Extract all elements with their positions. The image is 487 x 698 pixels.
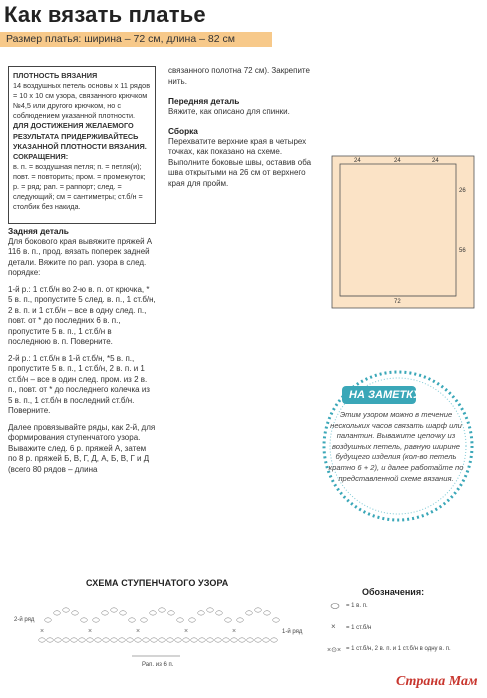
mid-cont: связанного полотна 72 см). Закрепите нить.: [168, 66, 310, 86]
arc-stitch: [63, 608, 70, 612]
back-row2: 2-й р.: 1 ст.б/н в 1-й ст.б/н, *5 в. п., пропустите 5 в. п., 1 ст.б/н, 2 в. п. и 1 ст.б/н – все в один след. пром. из 2 в. п., повт. от * до последнего колечка из 5 в. п., 1 ст.б/н в последний ст.б/н. Поверните.: [8, 353, 150, 415]
note-text: Этим узором можно в течение нескольких часов связать шарф или палантин. Выважите цепочку из воздушных петель, равную ширине будущего изделия (кол-во петель кратно 6 + 2), и далее работайте по представленной схеме вязания.: [328, 410, 464, 483]
chain-stitch: [63, 638, 70, 642]
row2-label: 2-й ряд: [14, 617, 35, 623]
back-heading: Задняя деталь: [8, 226, 69, 236]
repeat-label: Рап. из 6 п.: [142, 662, 174, 668]
size-line: Размер платья: ширина – 72 см, длина – 82 см: [6, 33, 235, 45]
chain-stitch: [135, 638, 142, 642]
arc-stitch: [264, 611, 271, 615]
chain-stitch: [111, 638, 118, 642]
arc-stitch: [45, 618, 52, 622]
gauge-box: [8, 66, 156, 224]
arc-stitch: [168, 611, 175, 615]
sc-stitch: ×: [40, 628, 45, 635]
chain-stitch: [87, 638, 94, 642]
chain-stitch: [199, 638, 206, 642]
arc-stitch: [150, 611, 157, 615]
mid-section: [168, 66, 318, 189]
top-dim-1: 24: [354, 158, 361, 164]
chain-stitch: [255, 638, 262, 642]
top-dim-3: 24: [432, 158, 439, 164]
assembly-text: Перехватите верхние края в четырех точках, как показано на схеме. Выполните боковые швы, оставив оба шва открытыми на 26 см от верхнего края для пройм.: [168, 136, 312, 188]
legend-list: [346, 596, 486, 656]
arc-stitch: [141, 618, 148, 622]
chain-stitch: [159, 638, 166, 642]
chain-stitch: [247, 638, 254, 642]
chain-stitch: [127, 638, 134, 642]
arc-stitch: [246, 611, 253, 615]
right-dim-2: 56: [459, 248, 466, 254]
arc-stitch: [255, 608, 262, 612]
chain-icon: [331, 604, 339, 609]
chain-stitch: [103, 638, 110, 642]
back-row1: 1-й р.: 1 ст.б/н во 2-ю в. п. от крючка, * 5 в. п., пропустите 5 след. в. п., 1 ст.б/н, 2 в. п. и 1 ст.б/н – все в одну след. п., повт. от * до последних 6 в. п., пропустите 5 в. п., 1 ст.б/н в последнюю в. п. Поверните.: [8, 284, 156, 346]
chart-heading: СХЕМА СТУПЕНЧАТОГО УЗОРА: [86, 578, 229, 588]
chain-stitch: [223, 638, 230, 642]
arc-stitch: [129, 618, 136, 622]
chain-stitch: [271, 638, 278, 642]
arc-stitch: [159, 608, 166, 612]
chain-stitch: [143, 638, 150, 642]
chain-stitch: [175, 638, 182, 642]
abbr-heading: СОКРАЩЕНИЯ:: [13, 151, 69, 161]
chain-stitch: [239, 638, 246, 642]
back-intro: Для бокового края вывяжите пряжей А 116 в. п., прод. вязать поперек задней детали. Вяжите по рап. узора в след. порядке:: [8, 236, 153, 277]
page-title: Как вязать платье: [4, 2, 206, 27]
watermark: Страна Мам: [396, 674, 478, 689]
row1-label: 1-й ряд: [282, 629, 303, 635]
arc-stitch: [177, 618, 184, 622]
arc-stitch: [111, 608, 118, 612]
arc-stitch: [225, 618, 232, 622]
chain-stitch: [47, 638, 54, 642]
chain-row: [39, 638, 278, 642]
sc-stitch: ×: [136, 628, 141, 635]
chain-stitch: [215, 638, 222, 642]
sc-icon: ×: [331, 622, 336, 631]
arc-stitch: [54, 611, 61, 615]
chain-stitch: [95, 638, 102, 642]
legend-item-group: = 1 ст.б/н, 2 в. п. и 1 ст.б/н в одну в. п.: [346, 646, 451, 652]
gauge-heading: ПЛОТНОСТЬ ВЯЗАНИЯ: [13, 71, 98, 80]
arc-row: [40, 608, 279, 635]
back-section: [8, 226, 156, 475]
stitch-chart: [8, 590, 318, 672]
chain-stitch: [55, 638, 62, 642]
abbr-text: в. п. = воздушная петля; п. = петля(и); повт. = повторить; пром. = промежуток; р. = ряд; рап. = раппорт; след. = следующий; см = сантиметры; ст.б/н = столбик без накида.: [13, 161, 146, 212]
gauge-warning: ДЛЯ ДОСТИЖЕНИЯ ЖЕЛАЕМОГО РЕЗУЛЬТАТА ПРИДЕРЖИВАЙТЕСЬ УКАЗАННОЙ ПЛОТНОСТИ ВЯЗАНИЯ.: [13, 121, 147, 151]
chain-stitch: [231, 638, 238, 642]
sc-group-icon: ×⊙×: [327, 647, 342, 654]
sc-stitch: ×: [232, 628, 237, 635]
right-dim-1: 26: [459, 188, 466, 194]
sc-stitch: ×: [88, 628, 93, 635]
top-dim-2: 24: [394, 158, 401, 164]
gauge-text: 14 воздушных петель основы х 11 рядов = 10 х 10 см узора, связанного крючком №4,5 или другого крючком, но с соблюдением указанной плотности.: [13, 81, 151, 121]
back-rest: Далее провязывайте ряды, как 2-й, для формирования ступенчатого узора. Выважите след. 6 р. пряжей А, затем по 8 р. пряжей Б, В, Г, Д, А, Б, В, Г и Д (всего 80 рядов – длина: [8, 422, 156, 474]
arc-stitch: [237, 618, 244, 622]
arc-stitch: [189, 618, 196, 622]
arc-stitch: [207, 608, 214, 612]
chain-stitch: [183, 638, 190, 642]
chain-stitch: [191, 638, 198, 642]
note-title: НА ЗАМЕТКУ: [349, 389, 421, 401]
front-heading: Передняя деталь: [168, 96, 240, 106]
legend-item-sc: = 1 ст.б/н: [346, 625, 372, 631]
chain-stitch: [119, 638, 126, 642]
front-text: Вяжите, как описано для спинки.: [168, 106, 290, 116]
arc-stitch: [72, 611, 79, 615]
legend-symbols: [326, 596, 346, 660]
dress-piece: [332, 156, 474, 308]
chain-stitch: [167, 638, 174, 642]
arc-stitch: [198, 611, 205, 615]
arc-stitch: [102, 611, 109, 615]
legend-item-chain: = 1 в. п.: [346, 603, 368, 609]
arc-stitch: [81, 618, 88, 622]
chain-stitch: [207, 638, 214, 642]
chain-stitch: [71, 638, 78, 642]
assembly-diagram: [318, 148, 480, 318]
arc-stitch: [120, 611, 127, 615]
chain-stitch: [263, 638, 270, 642]
arc-stitch: [216, 611, 223, 615]
chain-stitch: [39, 638, 46, 642]
arc-stitch: [273, 618, 280, 622]
legend-heading: Обозначения:: [362, 587, 425, 597]
chain-stitch: [151, 638, 158, 642]
sc-stitch: ×: [184, 628, 189, 635]
assembly-heading: Сборка: [168, 126, 198, 136]
bottom-dim: 72: [394, 299, 401, 305]
arc-stitch: [93, 618, 100, 622]
chain-stitch: [79, 638, 86, 642]
